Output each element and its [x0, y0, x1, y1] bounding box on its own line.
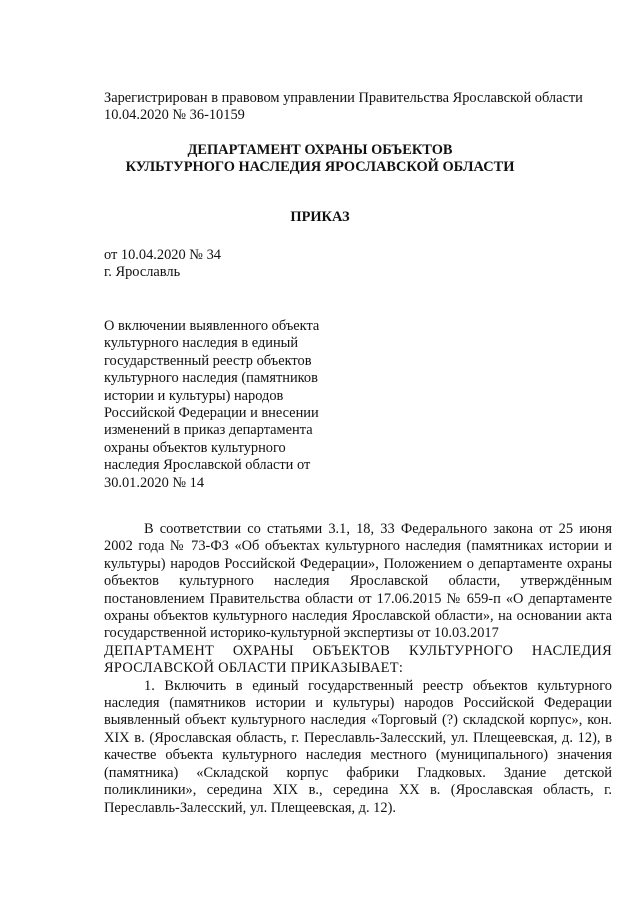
order-date: от 10.04.2020 № 34: [104, 247, 221, 263]
subject-line: истории и культуры) народов: [104, 387, 284, 404]
subject-line: изменений в приказ департамента: [104, 422, 313, 439]
department-header: [100, 142, 540, 177]
subject-line: наследия Ярославской области от: [104, 457, 311, 474]
registration-note: [104, 90, 624, 125]
department-line-2: КУЛЬТУРНОГО НАСЛЕДИЯ ЯРОСЛАВСКОЙ ОБЛАСТИ: [125, 159, 515, 176]
order-title: ПРИКАЗ: [290, 209, 350, 225]
orders-paragraph: ДЕПАРТАМЕНТ ОХРАНЫ ОБЪЕКТОВ КУЛЬТУРНОГО НАСЛЕДИЯ ЯРОСЛАВСКОЙ ОБЛАСТИ ПРИКАЗЫВАЕТ:: [104, 642, 612, 677]
department-line-1: ДЕПАРТАМЕНТ ОХРАНЫ ОБЪЕКТОВ: [187, 142, 453, 158]
item-1-paragraph: 1. Включить в единый государственный реестр объектов культурного наследия (памятников истории и культуры) народов Российской Федерации выявленный объект культурного наследия «Торговый (?) складской корпус», кон. XIX в. (Ярославская область, г. Переславль-Залесский, ул. Плещеевская, д. 12), в качестве объекта культурного наследия местного (муниципального) значения (памятника) «Складской корпус фабрики Гладковых. Здание детской поликлиники», середина XIX в., середина XX в. (Ярославская область, г. Переславль-Залесский, ул. Плещеевская, д. 12).: [104, 677, 612, 816]
order-date-block: [104, 247, 404, 282]
preamble-paragraph: В соответствии со статьями 3.1, 18, 33 Федерального закона от 25 июня 2002 года № 73-ФЗ «Об объектах культурного наследия (памятниках истории и культуры) народов Российской Федерации», Положением о департаменте охраны объектов культурного наследия Ярославской области, утверждённым постановлением Правительства области от 17.06.2015 № 659-п «О департаменте охраны объектов культурного наследия Ярославской области», на основании акта государственной историко-культурной экспертизы от 10.03.2017: [104, 521, 612, 642]
registration-line-1: Зарегистрирован в правовом управлении Правительства Ярославской области: [104, 90, 583, 106]
order-body: [104, 521, 612, 817]
subject-line: культурного наследия (памятников: [104, 370, 318, 387]
subject-line: охраны объектов культурного: [104, 439, 286, 456]
subject-line: О включении выявленного объекта: [104, 318, 320, 334]
order-city: г. Ярославль: [104, 264, 181, 281]
subject-line: 30.01.2020 № 14: [104, 474, 205, 491]
subject-line: Российской Федерации и внесении: [104, 405, 319, 422]
order-subject: [104, 318, 340, 492]
registration-line-2: 10.04.2020 № 36-10159: [104, 107, 245, 124]
subject-line: культурного наследия в единый: [104, 335, 299, 352]
subject-line: государственный реестр объектов: [104, 352, 312, 369]
